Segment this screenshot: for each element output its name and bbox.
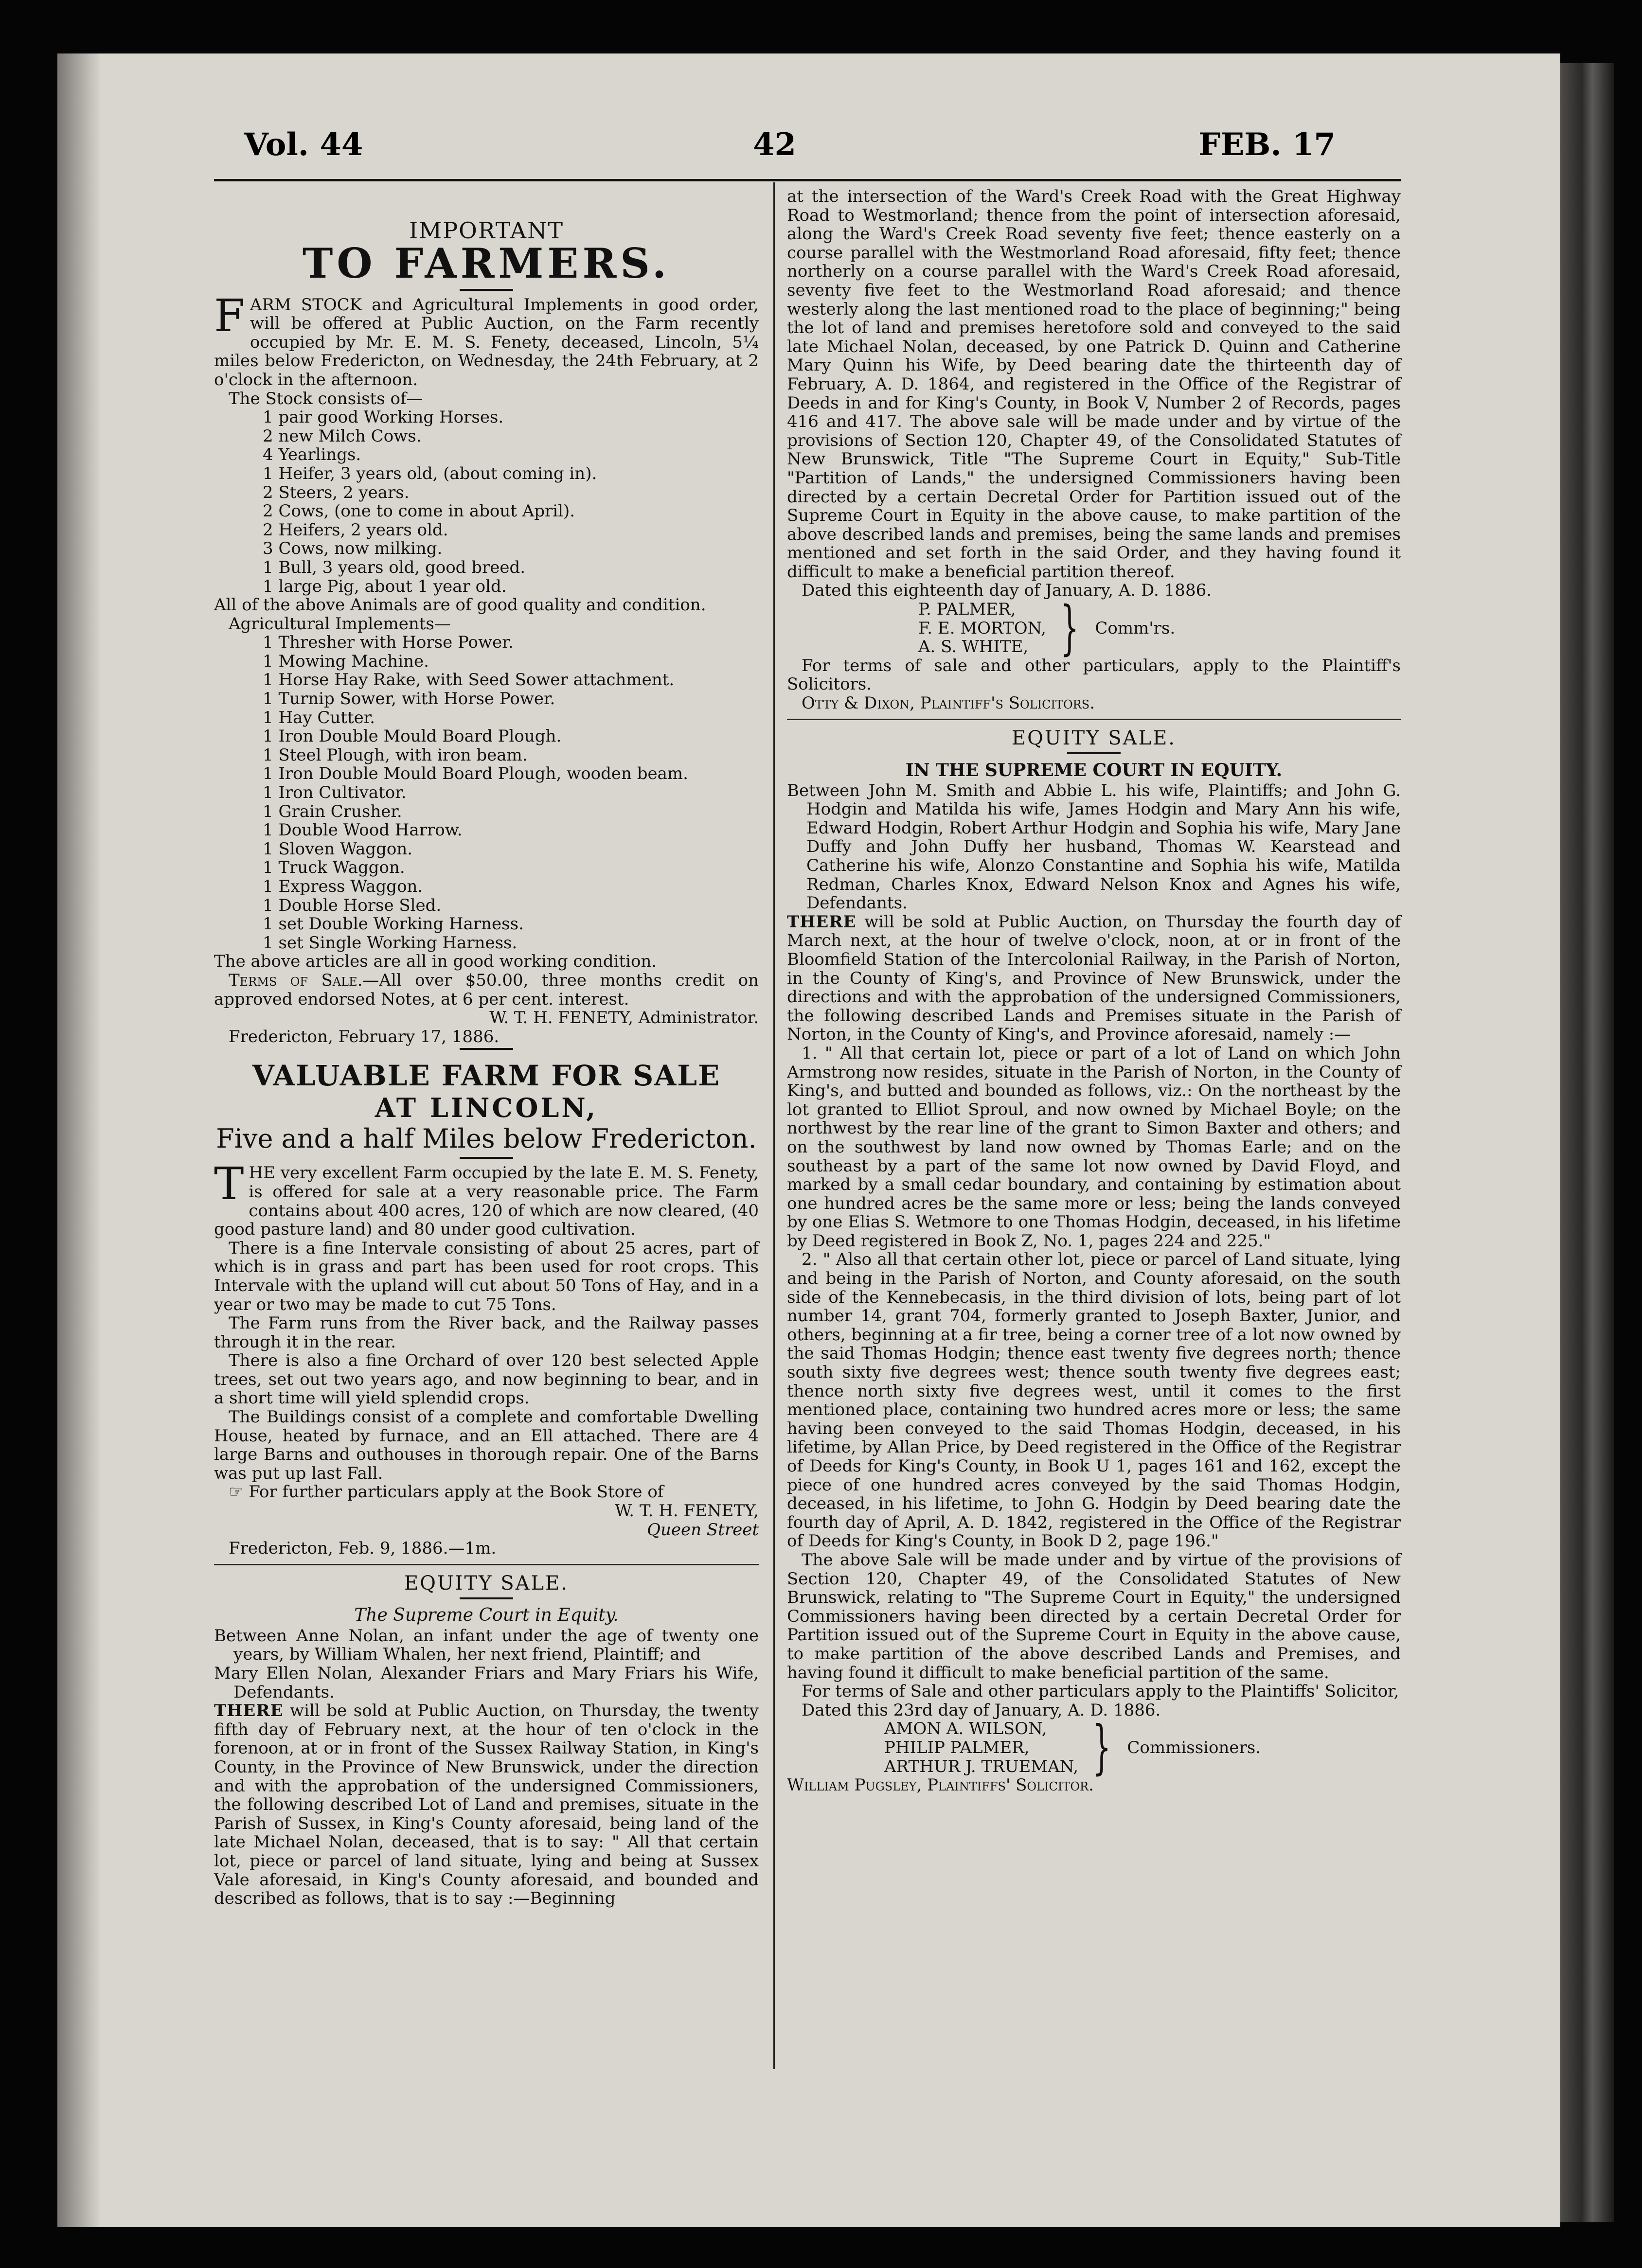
list-item: 1 Bull, 3 years old, good breed. bbox=[263, 557, 526, 577]
list-item: 1 Steel Plough, with iron beam. bbox=[263, 745, 528, 765]
title-rule bbox=[460, 1157, 513, 1159]
commissioner-name: AMON A. WILSON, bbox=[884, 1719, 1047, 1739]
list-item: 4 Yearlings. bbox=[263, 445, 361, 465]
title-rule bbox=[1067, 752, 1121, 754]
terms-label: Terms of Sale. bbox=[229, 970, 363, 990]
list-item: 2 Steers, 2 years. bbox=[263, 482, 410, 502]
farm-ad-subtitle: AT LINCOLN, bbox=[375, 1092, 598, 1124]
list-item: 3 Cows, now milking. bbox=[263, 539, 443, 559]
drop-cap: T bbox=[214, 1158, 244, 1210]
pointing-hand-icon: ☞ bbox=[229, 1482, 244, 1502]
right-column bbox=[787, 187, 1401, 1795]
commissioner-name: P. PALMER, bbox=[918, 600, 1016, 620]
dated-line: Dated this 23rd day of January, A. D. 1886. bbox=[802, 1700, 1161, 1720]
list-item: 1 large Pig, about 1 year old. bbox=[263, 576, 507, 596]
lot-description: 2. " Also all that certain other lot, piece or parcel of Land situate, lying and being in the Parish of Norton, and County aforesaid, on the south side of the Kennebecasis, in the third division of lots, being part of lot number 14, grant 704, formerly granted to Joseph Baxter, Junior, and others, beginning at a fir tree, being a corner tree of a lot now owned by the said Thomas Hodgin; thence east twenty five degrees north; thence south sixty five degrees west; thence south twenty five degrees east; thence north sixty five degrees west, until it comes to the first mentioned place, containing two hundred acres more or less; the same having been conveyed to the said Thomas Hodgin, deceased, in his lifetime, by Allan Price, by Deed registered in the Office of the Registrar of Deeds for King's County, in Book U 1, pages 161 and 162, except the piece of one hundred acres conveyed by the said Thomas Hodgin, deceased, in his lifetime, to John G. Hodgin by Deed bearing date the fourth day of April, A. D. 1842, registered in the Office of the Registrar of Deeds for King's County, in Book D 2, page 196." bbox=[787, 1250, 1401, 1551]
list-item: 1 Sloven Waggon. bbox=[263, 839, 413, 859]
farm-contact: ☞ For further particulars apply at the Book Store of bbox=[229, 1482, 664, 1502]
equity-title: EQUITY SALE. bbox=[404, 1572, 569, 1595]
equity-sale-hodgin bbox=[787, 726, 1401, 1795]
commissioners-signature bbox=[918, 594, 1401, 662]
list-item: 1 Thresher with Horse Power. bbox=[263, 633, 514, 653]
list-item: 1 Hay Cutter. bbox=[263, 708, 375, 727]
lead-word: THERE bbox=[787, 912, 857, 932]
farm-paragraph: THE very excellent Farm occupied by the late E. M. S. Fenety, is offered for sale at a very reasonable price. The Farm contains about 400 acres, 120 of which are now cleared, (40 good pasture land) and 80 under good cultivation. bbox=[214, 1158, 759, 1240]
list-item: 1 Iron Double Mould Board Plough. bbox=[263, 726, 562, 746]
farm-dateline: Fredericton, Feb. 9, 1886.—1m. bbox=[229, 1539, 497, 1559]
list-item: 1 Mowing Machine. bbox=[263, 651, 429, 671]
ad-kicker: IMPORTANT bbox=[409, 217, 564, 244]
list-item: 2 Heifers, 2 years old. bbox=[263, 520, 448, 540]
header-rule bbox=[214, 179, 1401, 181]
articles-note: The above articles are all in good working condition. bbox=[214, 952, 657, 972]
stock-list bbox=[214, 408, 759, 596]
farm-paragraph: There is also a fine Orchard of over 120 best selected Apple trees, set out two years ago, and now beginning to bear, and in a short time will yield splendid crops. bbox=[214, 1351, 759, 1408]
list-item: 1 Horse Hay Rake, with Seed Sower attachment. bbox=[263, 670, 675, 690]
newspaper-page bbox=[57, 53, 1560, 2227]
court-name: IN THE SUPREME COURT IN EQUITY. bbox=[905, 760, 1283, 780]
animals-note: All of the above Animals are of good quality and condition. bbox=[214, 595, 706, 615]
commissioners-label: Commissioners. bbox=[1127, 1737, 1261, 1757]
list-item: 1 Turnip Sower, with Horse Power. bbox=[263, 689, 555, 709]
list-item: 1 set Single Working Harness. bbox=[263, 933, 518, 953]
commissioners-signature bbox=[884, 1714, 1401, 1782]
equity-sale-nolan-continued bbox=[787, 187, 1401, 720]
equity-body: at the intersection of the Ward's Creek Road with the Great Highway Road to Westmorland; thence from the point of intersection aforesaid, along the Ward's Creek Road seventy five feet; thence easterly on a course parallel with the Westmorland Road aforesaid, fifty feet; thence northerly on a course parallel with the Ward's Creek Road aforesaid, seventy five feet to the Westmorland Road aforesaid; and thence westerly along the last mentioned road to the place of beginning;" being the lot of land and premises heretofore sold and conveyed to the said late Michael Nolan, deceased, by one Patrick D. Quinn and Catherine Mary Quinn his Wife, by Deed bearing date the thirteenth day of February, A. D. 1864, and registered in the Office of the Registrar of Deeds in and for King's County, in Book V, Number 2 of Records, pages 416 and 417. The above sale will be made under and by virtue of the provisions of Section 120, Chapter 49, of the Consolidated Statutes of New Brunswick, Title "The Supreme Court in Equity," Sub-Title "Partition of Lands," the undersigned Commissioners having been directed by a certain Decretal Order for Partition issued out of the Supreme Court in Equity in the above cause, to make partition of the above described lands and premises, being the same lands and premises mentioned and set forth in the said Order, and they having found it difficult to make a beneficial partition thereof. bbox=[787, 187, 1401, 582]
farmers-advertisement bbox=[214, 217, 759, 1050]
ad-title: TO FARMERS. bbox=[302, 239, 671, 287]
commissioner-name: F. E. MORTON, bbox=[918, 618, 1046, 638]
list-item: 1 Express Waggon. bbox=[263, 877, 423, 896]
commissioner-name: A. S. WHITE, bbox=[918, 637, 1029, 657]
page-edge-stack bbox=[1560, 63, 1614, 2222]
page-header bbox=[57, 126, 1560, 185]
equity-sale-nolan bbox=[214, 1571, 759, 1908]
brace-icon: } bbox=[1060, 594, 1079, 662]
sale-authority: The above Sale will be made under and by virtue of the provisions of Section 120, Chapter 49, of the Consolidated Statutes of New Brunswick, relating to "The Supreme Court in Equity," the undersigned Commissioners having been directed by a certain Decretal Order for Partition issued out of the Supreme Court in Equity in the above cause, to make partition of the above described Lands and Premises, and having found it difficult to make beneficial partition of the same. bbox=[787, 1550, 1401, 1683]
issue-date: FEB. 17 bbox=[1198, 126, 1336, 163]
lot-description: 1. " All that certain lot, piece or part of a lot of Land on which John Armstrong now resides, situate in the Parish of Norton, in the County of King's, and butted and bounded as follows, viz.: On the northeast by the lot granted to Elliot Sproul, and now owned by Michael Boyle; on the northwest by the rear line of the grant to Simon Baxter and others; and on the southwest by land now owned by Thomas Earle; and on the southeast by a part of the same lot now owned by David Floyd, and marked by a small cedar boundary, and containing by estimation about one hundred acres be the same more or less; being the lands conveyed by one Elias S. Wetmore to one Thomas Hodgin, deceased, in his lifetime by Deed registered in Book Z, No. 1, pages 224 and 225." bbox=[787, 1043, 1401, 1251]
ad-dateline: Fredericton, February 17, 1886. bbox=[229, 1027, 500, 1046]
list-item: 2 new Milch Cows. bbox=[263, 426, 422, 446]
commissioner-name: PHILIP PALMER, bbox=[884, 1737, 1030, 1757]
list-item: 1 Heifer, 3 years old, (about coming in). bbox=[263, 463, 597, 483]
section-rule bbox=[214, 1564, 759, 1565]
column-divider bbox=[773, 182, 775, 2069]
terms-line: For terms of sale and other particulars, apply to the Plaintiff's Solicitors. bbox=[787, 656, 1401, 694]
farm-address: Queen Street bbox=[647, 1520, 759, 1540]
commissioner-name: ARTHUR J. TRUEMAN, bbox=[884, 1756, 1079, 1776]
equity-title: EQUITY SALE. bbox=[1011, 726, 1177, 749]
list-item: 1 Double Horse Sled. bbox=[263, 895, 442, 915]
lead-word: THERE bbox=[214, 1701, 284, 1721]
parties: Mary Ellen Nolan, Alexander Friars and Mary Friars his Wife, Defendants. bbox=[214, 1664, 759, 1702]
farm-paragraph: There is a fine Intervale consisting of about 25 acres, part of which is in grass and part has been used for root crops. This Intervale with the upland will cut about 50 Tons of Hay, and in a year or two may be made to cut 75 Tons. bbox=[214, 1238, 759, 1314]
list-item: 1 pair good Working Horses. bbox=[263, 408, 504, 427]
volume-number: Vol. 44 bbox=[244, 126, 363, 163]
ad-intro: FARM STOCK and Agricultural Implements in good order, will be offered at Public Auction, on the Farm recently occupied by Mr. E. M. S. Fenety, deceased, Lincoln, 5¼ miles below Fredericton, on Wednesday, the 24th February, at 2 o'clock in the afternoon. bbox=[214, 289, 759, 390]
farm-paragraph: The Farm runs from the River back, and the Railway passes through it in the rear. bbox=[214, 1313, 759, 1352]
farm-signature: W. T. H. FENETY, bbox=[615, 1501, 759, 1521]
binding-gutter bbox=[57, 53, 101, 2227]
farm-sale-advertisement bbox=[214, 1059, 759, 1565]
stock-heading: The Stock consists of— bbox=[229, 389, 423, 408]
ornament-rule bbox=[460, 1048, 513, 1050]
farm-ad-title: VALUABLE FARM FOR SALE bbox=[252, 1059, 721, 1093]
dated-line: Dated this eighteenth day of January, A. D. 1886. bbox=[802, 581, 1212, 601]
farm-paragraph: The Buildings consist of a complete and comfortable Dwelling House, heated by furnace, and an Ell attached. There are 4 large Barns and outhouses in thorough repair. One of the Barns was put up last Fall. bbox=[214, 1407, 759, 1483]
commissioners-label: Comm'rs. bbox=[1095, 618, 1176, 638]
title-rule bbox=[460, 289, 513, 291]
parties: Between John M. Smith and Abbie L. his wife, Plaintiffs; and John G. Hodgin and Matilda his wife, James Hodgin and Mary Ann his wife, Edward Hodgin, Robert Arthur Hodgin and Sophia his wife, Mary Jane Duffy and John Duffy her husband, Thomas W. Kearstead and Catherine his wife, Alonzo Constantine and Sophia his wife, Matilda Redman, Charles Knox, Edward Nelson Knox and Agnes his wife, Defendants. bbox=[787, 780, 1401, 913]
section-rule bbox=[787, 719, 1401, 720]
equity-body: THERE will be sold at Public Auction, on Thursday, the twenty fifth day of February next, at the hour of ten o'clock in the forenoon, at or in front of the Sussex Railway Station, in King's County, in the Province of New Brunswick, under the direction and with the approbation of the undersigned Commissioners, the following described Lot of Land and premises, situate in the Parish of Sussex, in King's County aforesaid, being land of the late Michael Nolan, deceased, that is to say: " All that certain lot, piece or parcel of land situate, lying and being at Sussex Vale aforesaid, in King's County aforesaid, and bounded and described as follows, that is to say :—Beginning bbox=[214, 1701, 759, 1909]
list-item: 2 Cows, (one to come in about April). bbox=[263, 501, 575, 521]
implements-heading: Agricultural Implements— bbox=[229, 614, 451, 634]
terms-of-sale: Terms of Sale.—All over $50.00, three months credit on approved endorsed Notes, at 6 per cent. interest. bbox=[214, 970, 759, 1009]
brace-icon: } bbox=[1092, 1714, 1111, 1782]
left-column bbox=[214, 187, 759, 1908]
list-item: 1 Double Wood Harrow. bbox=[263, 820, 463, 840]
equity-body: THERE will be sold at Public Auction, on Thursday the fourth day of March next, at the hour of twelve o'clock, noon, at or in front of the Bloomfield Station of the Intercolonial Railway, in the Parish of Norton, in the County of King's, and Province of New Brunswick, under the directions and with the approbation of the undersigned Commissioners, the following described Lands and Premises situate in the Parish of Norton, in the County of King's, and Province aforesaid, namely :— bbox=[787, 912, 1401, 1045]
drop-cap: F bbox=[214, 289, 245, 342]
list-item: 1 Iron Double Mould Board Plough, wooden beam. bbox=[263, 764, 688, 784]
page-number: 42 bbox=[753, 126, 797, 163]
solicitors-line: Otty & Dixon, Plaintiff's Solicitors. bbox=[802, 693, 1095, 713]
court-name: The Supreme Court in Equity. bbox=[354, 1605, 619, 1625]
farm-ad-location: Five and a half Miles below Fredericton. bbox=[216, 1123, 757, 1154]
terms-line: For terms of Sale and other particulars apply to the Plaintiffs' Solicitor, bbox=[802, 1682, 1399, 1701]
implements-list bbox=[214, 633, 759, 952]
list-item: 1 Truck Waggon. bbox=[263, 858, 405, 878]
administrator-signature: W. T. H. FENETY, Administrator. bbox=[489, 1008, 759, 1028]
list-item: 1 set Double Working Harness. bbox=[263, 914, 524, 934]
parties: Between Anne Nolan, an infant under the age of twenty one years, by William Whalen, her next friend, Plaintiff; and bbox=[214, 1626, 759, 1665]
title-rule bbox=[460, 1597, 513, 1599]
list-item: 1 Grain Crusher. bbox=[263, 801, 402, 821]
list-item: 1 Iron Cultivator. bbox=[263, 783, 407, 803]
solicitor-line: William Pugsley, Plaintiffs' Solicitor. bbox=[787, 1775, 1094, 1795]
